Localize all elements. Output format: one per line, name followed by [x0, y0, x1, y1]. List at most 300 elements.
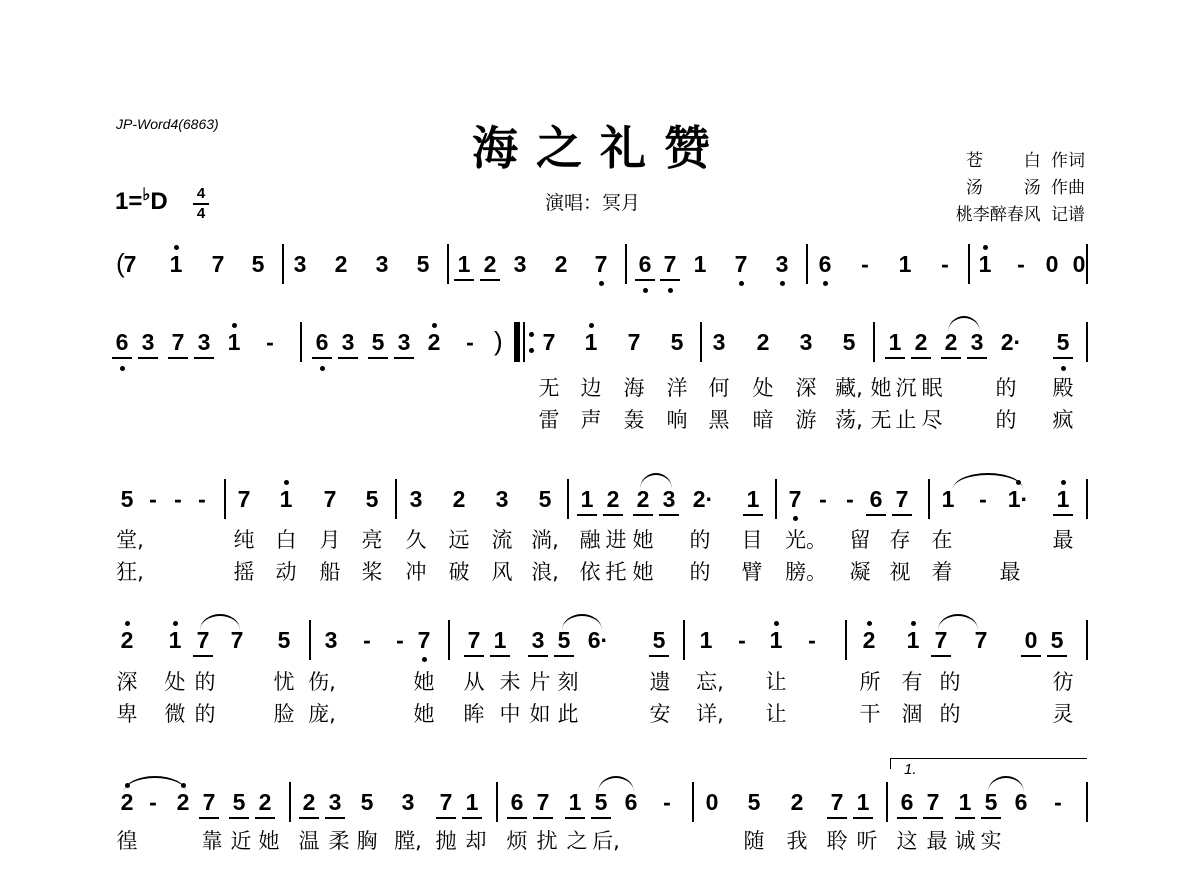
lyric-char: 未	[499, 670, 521, 694]
lyric-char: 诚	[954, 829, 976, 853]
note-digit: 7	[211, 251, 225, 277]
note-digit: 6	[1014, 789, 1028, 815]
note-digit: 1	[906, 627, 920, 653]
note	[770, 250, 794, 278]
eighth-underline	[981, 817, 1001, 819]
tie-arc	[938, 614, 978, 630]
octave-up-dot	[173, 621, 178, 626]
lyric-char: 刻	[557, 670, 579, 694]
octave-up-dot	[589, 323, 594, 328]
lyric-char: 安	[649, 702, 671, 726]
lyric-char: 微	[164, 702, 186, 726]
lyric-char: 遗	[649, 670, 671, 694]
note	[253, 788, 277, 816]
note-digit: 5	[232, 789, 246, 815]
volta-bracket	[890, 758, 1087, 769]
barline	[928, 479, 930, 519]
lyric-char: 有	[901, 670, 923, 694]
lyric-char: 淌,	[531, 528, 559, 552]
lyric-char: 她	[870, 376, 892, 400]
note-digit: 7	[895, 486, 909, 512]
octave-up-dot	[867, 621, 872, 626]
dash	[1009, 250, 1033, 278]
eighth-underline	[255, 817, 275, 819]
note-digit: 6	[638, 251, 652, 277]
note-digit: 2	[944, 329, 958, 355]
note	[462, 626, 486, 654]
note	[1051, 485, 1075, 513]
lyric-row	[0, 404, 1200, 430]
note	[336, 328, 360, 356]
lyric-char: 月	[319, 528, 341, 552]
tie-arc	[598, 776, 634, 792]
note	[227, 788, 251, 816]
composer-credit: 汤 汤 作曲	[965, 178, 1085, 198]
note-digit: 2	[302, 789, 316, 815]
note	[909, 328, 933, 356]
note-digit: -	[396, 627, 404, 653]
lyric-char: 目	[741, 528, 763, 552]
score-system	[0, 485, 1200, 584]
note-digit: 7	[926, 789, 940, 815]
time-sig-bottom: 4	[196, 205, 206, 222]
note-digit: 1	[227, 329, 241, 355]
note-digit: 5	[842, 329, 856, 355]
note-digit: 0	[705, 789, 719, 815]
note-digit: -	[1017, 251, 1025, 277]
note-digit: 7	[663, 251, 677, 277]
lyric-char: 的	[995, 376, 1017, 400]
note-digit: -	[861, 251, 869, 277]
note	[742, 788, 766, 816]
tie-arc	[640, 473, 672, 489]
lyric-char: 托	[605, 560, 627, 584]
lyric-char: 殿	[1052, 376, 1074, 400]
note-digit: 3	[375, 251, 389, 277]
note	[601, 485, 625, 513]
lyric-char: 我	[786, 829, 808, 853]
barline	[309, 620, 311, 660]
note	[1009, 788, 1033, 816]
note-digit: 5	[365, 486, 379, 512]
eighth-underline	[911, 357, 931, 359]
eighth-underline	[1053, 357, 1073, 359]
octave-down-dot	[643, 288, 648, 293]
note-digit: 7	[171, 329, 185, 355]
note-digit: 1	[457, 251, 471, 277]
barline	[806, 244, 808, 284]
score-system	[0, 626, 1200, 726]
note	[619, 788, 643, 816]
note	[396, 788, 420, 816]
note-digit: 1	[279, 486, 293, 512]
note	[857, 626, 881, 654]
note-digit: 7	[934, 627, 948, 653]
lyric-char: 沉	[895, 376, 917, 400]
note	[1045, 626, 1069, 654]
note	[452, 250, 476, 278]
repeat-start-thin	[523, 322, 525, 362]
dash	[141, 788, 165, 816]
note-digit: 2	[790, 789, 804, 815]
lyric-char: 如	[529, 702, 551, 726]
note	[447, 485, 471, 513]
dash	[458, 328, 482, 356]
note-digit: 3	[513, 251, 527, 277]
note-digit: 1	[568, 789, 582, 815]
dash	[853, 250, 877, 278]
note-digit: 3	[197, 329, 211, 355]
note-digit: 3	[341, 329, 355, 355]
lyric-char: 的	[194, 702, 216, 726]
barline	[625, 244, 627, 284]
page-title: 海之礼赞	[472, 121, 728, 175]
lyric-char: 桨	[361, 560, 383, 584]
lyric-char: 涸	[901, 702, 923, 726]
score-system	[0, 326, 1200, 432]
note	[136, 328, 160, 356]
octave-down-dot	[120, 366, 125, 371]
lyric-char: 存	[889, 528, 911, 552]
lyric-char: 眠	[921, 376, 943, 400]
lyric-char: 黑	[708, 408, 730, 432]
eighth-underline	[633, 514, 653, 516]
octave-up-dot	[232, 323, 237, 328]
note	[895, 788, 919, 816]
eighth-underline	[649, 655, 669, 657]
note-digit: 6	[900, 789, 914, 815]
lyric-char: 的	[939, 670, 961, 694]
note	[274, 485, 298, 513]
octave-down-dot	[599, 281, 604, 286]
note-digit: 7	[417, 627, 431, 653]
lyric-char: 远	[448, 528, 470, 552]
lyric-char: 最	[999, 560, 1021, 584]
note-digit: -	[738, 627, 746, 653]
octave-up-dot	[774, 621, 779, 626]
note-digit: 3	[397, 329, 411, 355]
eighth-underline	[462, 817, 482, 819]
note	[434, 788, 458, 816]
note-digit: 1	[769, 627, 783, 653]
score-system	[0, 761, 1200, 878]
lyric-char: 在	[931, 528, 953, 552]
note	[658, 250, 682, 278]
note-digit: 1	[746, 486, 760, 512]
lyric-char: 膛,	[394, 829, 422, 853]
eighth-underline	[603, 514, 623, 516]
note-digit: -	[819, 486, 827, 512]
note	[370, 250, 394, 278]
octave-down-dot	[823, 281, 828, 286]
note	[110, 328, 134, 356]
octave-up-dot	[125, 621, 130, 626]
barline	[282, 244, 284, 284]
note-digit: 6	[624, 789, 638, 815]
transcriber-credit: 桃李醉春风 记谱	[955, 205, 1085, 225]
note	[633, 250, 657, 278]
note	[404, 485, 428, 513]
note	[191, 626, 215, 654]
lyric-char: 深	[116, 670, 138, 694]
note-digit: 5	[652, 627, 666, 653]
note-digit: 6	[510, 789, 524, 815]
note	[310, 328, 334, 356]
barline	[1086, 322, 1088, 362]
lyric-char: 无	[870, 408, 892, 432]
note	[741, 485, 765, 513]
note	[622, 328, 646, 356]
note	[647, 626, 671, 654]
note-digit: 1	[958, 789, 972, 815]
note-digit: -	[198, 486, 206, 512]
octave-up-dot	[911, 621, 916, 626]
lyric-char: 之	[566, 829, 588, 853]
barline	[300, 322, 302, 362]
dash	[166, 485, 190, 513]
eighth-underline	[892, 514, 912, 516]
lyricist-credit: 苍 白 作词	[965, 151, 1085, 171]
note-digit: 3	[495, 486, 509, 512]
eighth-underline	[554, 655, 574, 657]
note-digit: 5	[1056, 329, 1070, 355]
note	[118, 250, 142, 278]
lyric-char: 边	[580, 376, 602, 400]
eighth-underline	[112, 357, 132, 359]
lyric-char: 灵	[1052, 702, 1074, 726]
note	[939, 328, 963, 356]
octave-down-dot	[668, 288, 673, 293]
note-digit: 3	[409, 486, 423, 512]
note	[953, 788, 977, 816]
note-digit: 3	[712, 329, 726, 355]
tie-arc	[988, 776, 1024, 792]
note-digit: 3	[970, 329, 984, 355]
note	[688, 250, 712, 278]
note-digit: -	[808, 627, 816, 653]
note-digit: 2	[120, 789, 134, 815]
lyric-char: 她	[413, 702, 435, 726]
lyric-row	[0, 524, 1200, 550]
eighth-underline	[507, 817, 527, 819]
lyric-char: 此	[557, 702, 579, 726]
eighth-underline	[591, 817, 611, 819]
barline	[567, 479, 569, 519]
lyric-char: 纯	[233, 528, 255, 552]
volta-label: 1.	[904, 761, 917, 778]
lyric-char: 轰	[623, 408, 645, 432]
lyric-char: 胸	[356, 829, 378, 853]
lyric-char: 处	[164, 670, 186, 694]
lyric-char: 随	[743, 829, 765, 853]
note	[691, 485, 715, 513]
note	[246, 250, 270, 278]
lyric-char: 摇	[233, 560, 255, 584]
note	[893, 250, 917, 278]
note	[1051, 328, 1075, 356]
lyric-char: 听	[856, 829, 878, 853]
tie-arc	[200, 614, 240, 630]
lyric-char: 聆	[826, 829, 848, 853]
note-digit: 5	[360, 789, 374, 815]
note	[751, 328, 775, 356]
eighth-underline	[436, 817, 456, 819]
note	[222, 328, 246, 356]
note-digit: 7	[788, 486, 802, 512]
note-digit: 6	[115, 329, 129, 355]
note-digit: -	[941, 251, 949, 277]
lyric-char: 风	[491, 560, 513, 584]
eighth-underline	[955, 817, 975, 819]
note-digit: 7	[323, 486, 337, 512]
note-digit: 2	[334, 251, 348, 277]
note-digit: -	[466, 329, 474, 355]
note-digit: 7	[237, 486, 251, 512]
tie-arc	[124, 776, 186, 792]
lyric-char: 的	[689, 528, 711, 552]
time-sig-top: 4	[196, 185, 206, 202]
lyric-char: 深	[795, 376, 817, 400]
note-digit: 1·	[1007, 486, 1029, 512]
note-digit: 3	[401, 789, 415, 815]
eighth-underline	[827, 817, 847, 819]
note	[973, 250, 997, 278]
lyric-char: 徨	[116, 829, 138, 853]
lyric-char: 流	[491, 528, 513, 552]
note	[206, 250, 230, 278]
note	[694, 626, 718, 654]
lyric-row	[0, 698, 1200, 724]
note	[813, 250, 837, 278]
note-digit: 5	[747, 789, 761, 815]
lyric-char: 最	[1052, 528, 1074, 552]
note	[163, 626, 187, 654]
note-digit: 7	[974, 627, 988, 653]
dash	[655, 788, 679, 816]
lyric-char: 近	[230, 829, 252, 853]
lyric-char: 眸	[463, 702, 485, 726]
eighth-underline	[312, 357, 332, 359]
note-digit: -	[149, 789, 157, 815]
note	[171, 788, 195, 816]
dash	[141, 485, 165, 513]
lyric-char: 她	[413, 670, 435, 694]
eighth-underline	[138, 357, 158, 359]
note-digit: -	[174, 486, 182, 512]
eighth-underline	[1053, 514, 1073, 516]
eighth-underline	[528, 655, 548, 657]
note	[864, 485, 888, 513]
lyric-char: 雷	[538, 408, 560, 432]
note	[764, 626, 788, 654]
note	[318, 485, 342, 513]
lyric-char: 干	[859, 702, 881, 726]
lyric-char: 处	[752, 376, 774, 400]
lyric-char: 狂,	[116, 560, 144, 584]
note-digit: 6	[869, 486, 883, 512]
note	[508, 250, 532, 278]
lyric-char: 脸	[273, 702, 295, 726]
note	[537, 328, 561, 356]
note	[631, 485, 655, 513]
lyric-char: 烦	[506, 829, 528, 853]
tie-arc	[562, 614, 602, 630]
note-digit: 7	[467, 627, 481, 653]
lyric-row	[0, 825, 1200, 851]
note-digit: 5	[670, 329, 684, 355]
note	[729, 250, 753, 278]
eighth-underline	[565, 817, 585, 819]
lyric-char: 久	[405, 528, 427, 552]
lyric-char: 海	[623, 376, 645, 400]
note	[700, 788, 724, 816]
lyric-char: 依	[579, 560, 601, 584]
note-digit: 1	[465, 789, 479, 815]
lyric-char: 从	[463, 670, 485, 694]
octave-down-dot	[1061, 366, 1066, 371]
lyric-char: 庞,	[308, 702, 336, 726]
note-digit: 7	[196, 627, 210, 653]
lyric-char: 留	[849, 528, 871, 552]
note-digit: 7	[123, 251, 137, 277]
note	[929, 626, 953, 654]
note	[1006, 485, 1030, 513]
eighth-underline	[199, 817, 219, 819]
lyric-char: 膀。	[785, 560, 827, 584]
eighth-underline	[1021, 655, 1041, 657]
note	[1019, 626, 1043, 654]
note	[411, 250, 435, 278]
note	[366, 328, 390, 356]
barline	[395, 479, 397, 519]
note	[890, 485, 914, 513]
eighth-underline	[325, 817, 345, 819]
eighth-underline	[577, 514, 597, 516]
lyric-char: 后,	[592, 829, 620, 853]
note-digit: 7	[594, 251, 608, 277]
note	[115, 485, 139, 513]
lyric-char: 亮	[361, 528, 383, 552]
barline	[1086, 244, 1088, 284]
note-digit: 5	[594, 789, 608, 815]
note-digit: 7	[202, 789, 216, 815]
note-digit: 1	[888, 329, 902, 355]
note	[552, 626, 576, 654]
octave-down-dot	[320, 366, 325, 371]
note	[164, 250, 188, 278]
octave-up-dot	[284, 480, 289, 485]
note	[825, 788, 849, 816]
note-digit: 3	[324, 627, 338, 653]
octave-up-dot	[1061, 480, 1066, 485]
note	[657, 485, 681, 513]
lyric-char: 让	[765, 670, 787, 694]
note-digit: 7	[627, 329, 641, 355]
barline	[692, 782, 694, 822]
note-digit: 3	[662, 486, 676, 512]
note-digit: 5	[557, 627, 571, 653]
note-digit: 2	[914, 329, 928, 355]
note	[969, 626, 993, 654]
lyric-char: 臂	[741, 560, 763, 584]
lyric-char: 动	[275, 560, 297, 584]
dash	[355, 626, 379, 654]
lyric-char: 这	[896, 829, 918, 853]
note	[707, 328, 731, 356]
lyric-char: 她	[258, 829, 280, 853]
note	[965, 328, 989, 356]
note-digit: 1	[168, 627, 182, 653]
